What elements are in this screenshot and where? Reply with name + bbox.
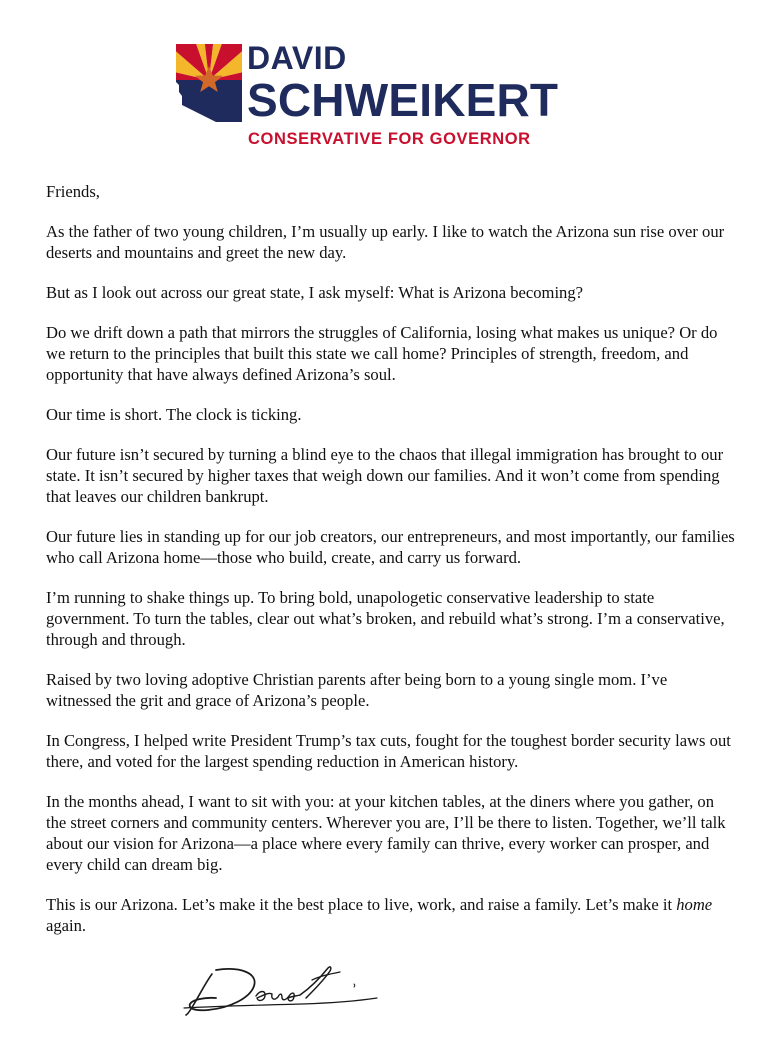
campaign-logo [176,40,578,150]
paragraph: I’m running to shake things up. To bring bold, unapologetic conservative leadership to state government. To turn the tables, clear out what’s broken, and rebuild what’s strong. I’m a conservative, through and through. [46,588,725,649]
paragraph: Our future lies in standing up for our job creators, our entrepreneurs, and most importantly, our families who call Arizona home—those who build, create, and carry us forward. [46,527,735,567]
paragraph: In the months ahead, I want to sit with you: at your kitchen tables, at the diners where you gather, on the street corners and community centers. Wherever you are, I’ll be there to listen. Together, we’ll talk about our vision for Arizona—a place where every family can thrive, every worker can prosper, and every child can dream big. [46,792,726,874]
closing-text-end: again. [46,916,87,935]
signature [182,962,382,1024]
closing-text: This is our Arizona. Let’s make it the best place to live, work, and raise a family. Let’s make it [46,895,677,914]
signature-text: David [379,1024,382,1025]
paragraph: But as I look out across our great state, I ask myself: What is Arizona becoming? [46,283,584,302]
paragraph: Our future isn’t secured by turning a blind eye to the chaos that illegal immigration has brought to our state. It isn’t secured by higher taxes that weigh down our families. And it won’t come from spending that leaves our children bankrupt. [46,445,724,506]
logo-last-name: SCHWEIKERT [247,74,559,126]
paragraph: Raised by two loving adoptive Christian parents after being born to a young single mom. I’ve witnessed the grit and grace of Arizona’s people. [46,670,668,710]
letter-body [46,181,736,955]
arizona-silhouette [176,80,242,122]
closing-emphasis: home [676,895,713,914]
paragraph: Our time is short. The clock is ticking. [46,405,302,424]
salutation: Friends, [46,182,100,201]
paragraph: As the father of two young children, I’m usually up early. I like to watch the Arizona sun rise over our deserts and mountains and greet the new day. [46,222,725,262]
arizona-state-flag-icon [176,44,242,122]
paragraph: In Congress, I helped write President Trump’s tax cuts, fought for the toughest border security laws out there, and voted for the largest spending reduction in American history. [46,731,731,771]
logo-tagline: CONSERVATIVE FOR GOVERNOR [248,130,531,148]
closing-paragraph [46,894,736,936]
logo-first-name: DAVID [247,40,347,76]
paragraph: Do we drift down a path that mirrors the struggles of California, losing what makes us unique? Or do we return to the principles that built this state we call home? Principles of strength, freedom, and opportunity that have always defined Arizona’s soul. [46,323,718,384]
